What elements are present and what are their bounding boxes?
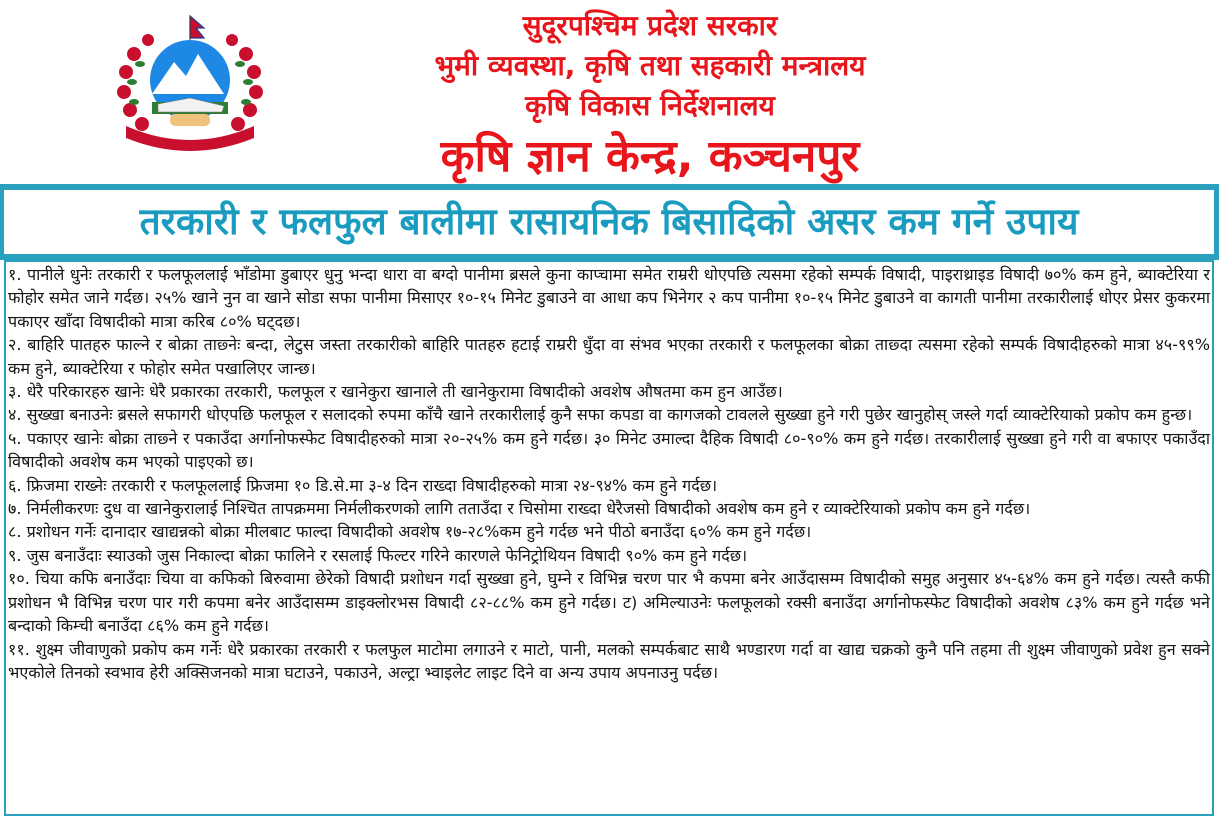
header-directorate: कृषि विकास निर्देशनालय — [525, 89, 775, 122]
tip-6: ६. फ्रिजमा राख्नेः तरकारी र फलफूललाई फ्रिजमा १० डि.से.मा ३-४ दिन राख्दा विषादीहरुको मात्रा २४-९४% कम हुने गर्दछ। — [8, 475, 718, 495]
tip-7: ७. निर्मलीकरणः दुध वा खानेकुरालाई निश्चित तापक्रममा निर्मलीकरणको लागि तताउँदा र चिसोमा राख्दा धेरैजसो विषादीको अवशेष कम हुने र व्याक्टेरियाको प्रकोप कम हुने गर्दछ। — [8, 499, 1031, 519]
header — [0, 0, 1219, 184]
tip-4: ४. सुख्खा बनाउनेः ब्रसले सफागरी धोएपछि फलफूल र सलादको रुपमा काँचै खाने तरकारीलाई कुनै सफा कपडा वा कागजको टावलले सुख्खा हुने गरी पुछेर खानुहोस् जस्ले गर्दा व्याक्टेरियाको प्रकोप कम हुन्छ। — [8, 405, 1193, 425]
nepal-emblem-icon — [112, 14, 268, 154]
tip-2: २. बाहिरि पातहरु फाल्ने र बोक्रा ताछ्नेः बन्दा, लेटुस जस्ता तरकारीको बाहिरि पातहरु हटाई राम्ररी धुँदा वा संभव भएका तरकारी र फलफूलका बोक्रा ताछ्दा त्यसमा रहेको सम्पर्क विषादीहरुको मात्रा ४५-९९% कम हुने, ब्याक्टेरिया र फोहोर समेत पखालिएर जान्छ। — [8, 335, 1210, 378]
header-ministry: भुमी व्यवस्था, कृषि तथा सहकारी मन्त्रालय — [434, 49, 866, 82]
tip-1: १. पानीले धुनेः तरकारी र फलफूललाई भाँडोमा डुबाएर धुनु भन्दा धारा वा बग्दो पानीमा ब्रसले कुना काप्चामा समेत राम्ररी धोएपछि त्यसमा रहेको सम्पर्क विषादी, पाइराथ्राइड विषादी ७०% कम हुने, ब्याक्टेरिया र फोहोर समेत जाने गर्दछ। २५% खाने नुन वा खाने सोडा सफा पानीमा मिसाएर १०-१५ मिनेट डुबाउने वा आधा कप भिनेगर २ कप पानीमा १०-१५ मिनेट डुबाउने वा कागती पानीमा तरकारीलाई धोएर प्रेसर कुकरमा पकाएर खाँदा विषादीको मात्रा करिब ८०% घट्दछ। — [8, 265, 1210, 331]
tip-8: ८. प्रशोधन गर्नेः दानादार खाद्यन्नको बोक्रा मीलबाट फाल्दा विषादीको अवशेष १७-२८%कम हुने गर्दछ भने पीठो बनाउँदा ६०% कम हुने गर्दछ। — [8, 522, 812, 542]
tips-list — [8, 263, 1210, 684]
tip-9: ९. जुस बनाउँदाः स्याउको जुस निकाल्दा बोक्रा फालिने र रसलाई फिल्टर गरिने कारणले फेनिट्रोथियन विषादी ९०% कम हुने गर्दछ। — [8, 545, 748, 565]
header-office: कृषि ज्ञान केन्द्र, कञ्चनपुर — [440, 131, 860, 182]
header-province: सुदूरपश्चिम प्रदेश सरकार — [522, 9, 778, 42]
tip-5: ५. पकाएर खानेः बोक्रा ताछ्ने र पकाउँदा अर्गानोफस्फेट विषादीहरुको मात्रा २०-२५% कम हुने गर्दछ। ३० मिनेट उमाल्दा दैहिक विषादी ८०-९०% कम हुने गर्दछ। तरकारीलाई सुख्खा हुने गरी वा बफाएर पकाउँदा विषादीको अवशेष कम भएको पाइएको छ। — [8, 428, 1210, 472]
tip-10: १०. चिया कफि बनाउँदाः चिया वा कफिको बिरुवामा छेरेको विषादी प्रशोधन गर्दा सुख्खा हुने, घुम्ने र विभिन्न चरण पार भै कपमा बनेर आउँदासम्म विषादीको समुह अनुसार ४५-६४% कम हुने गर्दछ। त्यस्तै कफी प्रशोधन भै विभिन्न चरण पार गरी कपमा बनेर आउँदासम्म डाइक्लोरभस विषादी ८२-८८% कम हुने गर्दछ। ट) अमिल्याउनेः फलफूलको रक्सी बनाउँदा अर्गानोफस्फेट विषादीको अवशेष ८३% कम हुने गर्दछ भने बन्दाको किम्ची बनाउँदा ८६% कम हुने गर्दछ। — [8, 569, 1210, 636]
tip-11: ११. शुक्ष्म जीवाणुको प्रकोप कम गर्नेः धेरै प्रकारका तरकारी र फलफुल माटोमा लगाउने र माटो, पानी, मलको सम्पर्कबाट साथै भण्डारण गर्दा वा खाद्य चक्रको कुनै पनि तहमा ती शुक्ष्म जीवाणुको प्रवेश हुन सक्ने भएकोले तिनको स्वभाव हेरी अक्सिजनको मात्रा घटाउने, पकाउने, अल्ट्रा भ्वाइलेट लाइट दिने वा अन्य उपाय अपनाउनु पर्दछ। — [8, 639, 1210, 682]
main-title: तरकारी र फलफुल बालीमा रासायनिक बिसादिको असर कम गर्ने उपाय — [139, 200, 1079, 243]
tip-3: ३. धेरै परिकारहरु खानेः धेरै प्रकारका तरकारी, फलफूल र खानेकुरा खानाले ती खानेकुरामा विषादीको अवशेष औषतमा कम हुन आउँछ। — [8, 382, 783, 402]
